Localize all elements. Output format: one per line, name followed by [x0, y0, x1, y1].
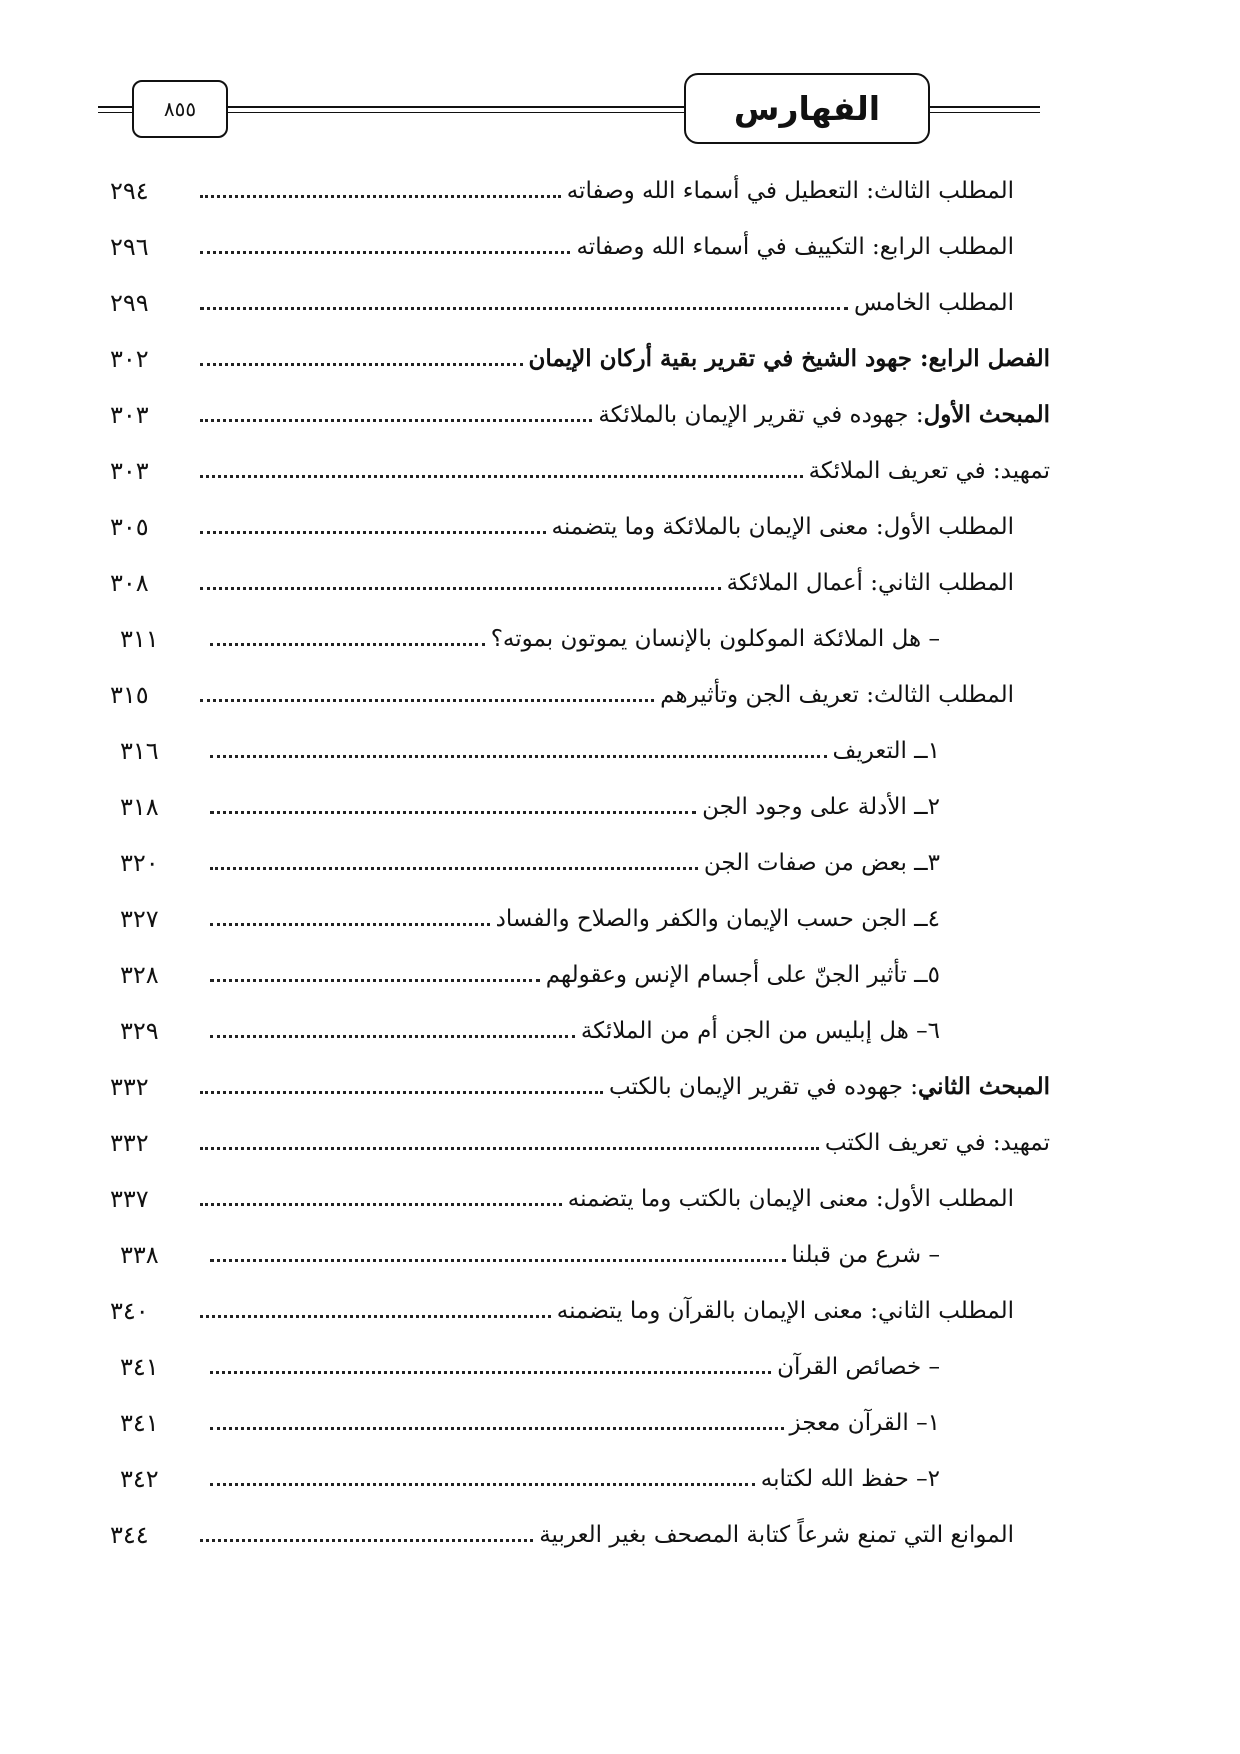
toc-entry-page: ٣٣٧: [110, 1185, 149, 1213]
toc-entry: [110, 440, 1050, 496]
toc-entry: [110, 552, 1050, 608]
dot-leader: [210, 1371, 771, 1374]
toc-entry-title: ١– القرآن معجز: [789, 1410, 940, 1436]
toc-entry: [110, 328, 1050, 384]
toc-entry-title: – شرع من قبلنا: [791, 1242, 940, 1268]
toc-entry: [110, 944, 1050, 1000]
dot-leader: [210, 811, 696, 814]
running-title: الفهارس: [684, 73, 930, 144]
toc-entry-title: ٤ــ الجن حسب الإيمان والكفر والصلاح والفساد: [495, 906, 940, 932]
table-of-contents: [110, 160, 1050, 1560]
dot-leader: [200, 1203, 562, 1206]
toc-entry-title: المطلب الثالث: تعريف الجن وتأثيرهم: [660, 682, 1014, 708]
toc-entry-title: ٢ــ الأدلة على وجود الجن: [702, 794, 940, 820]
dot-leader: [200, 1315, 551, 1318]
toc-entry-page: ٣٣٢: [110, 1129, 149, 1157]
toc-entry-page: ٣٤١: [120, 1409, 159, 1437]
toc-entry-title: [598, 400, 1050, 430]
dot-leader: [210, 1427, 784, 1430]
toc-entry-title: [529, 344, 1050, 374]
dot-leader: [210, 979, 540, 982]
toc-entry-title-bold: المبحث الثاني: [918, 1073, 1050, 1100]
dot-leader: [200, 419, 592, 422]
toc-entry: [110, 1392, 1050, 1448]
toc-entry-page: ٣٣٢: [110, 1073, 149, 1101]
header-rule: [98, 106, 132, 108]
toc-entry-page: ٣١٥: [110, 681, 149, 709]
toc-entry: [110, 664, 1050, 720]
dot-leader: [200, 307, 848, 310]
toc-entry: [110, 1336, 1050, 1392]
toc-entry-title: المطلب الأول: معنى الإيمان بالكتب وما يتضمنه: [567, 1186, 1014, 1212]
dot-leader: [210, 755, 827, 758]
toc-entry-title-bold: الفصل الرابع: [928, 345, 1050, 372]
header-rule: [228, 106, 684, 108]
toc-entry-title: الموانع التي تمنع شرعاً كتابة المصحف بغير العربية: [539, 1522, 1014, 1548]
toc-entry-title: تمهيد: في تعريف الملائكة: [808, 458, 1050, 484]
toc-entry-page: ٢٩٤: [110, 177, 149, 205]
toc-entry-title: المطلب الثاني: معنى الإيمان بالقرآن وما يتضمنه: [556, 1298, 1014, 1324]
dot-leader: [210, 1259, 786, 1262]
toc-entry: [110, 1448, 1050, 1504]
toc-entry-title-rest: : جهوده في تقرير الإيمان بالكتب: [608, 1074, 918, 1100]
dot-leader: [200, 699, 654, 702]
dot-leader: [200, 195, 561, 198]
dot-leader: [200, 531, 546, 534]
toc-entry: [110, 776, 1050, 832]
dot-leader: [200, 1539, 533, 1542]
toc-entry-page: ٢٩٦: [110, 233, 149, 261]
dot-leader: [200, 475, 803, 478]
toc-entry-title: – هل الملائكة الموكلون بالإنسان يموتون بموته؟: [490, 626, 940, 652]
dot-leader: [210, 867, 698, 870]
toc-entry-page: ٣١٦: [120, 737, 159, 765]
toc-entry-title: المطلب الأول: معنى الإيمان بالملائكة وما يتضمنه: [551, 514, 1014, 540]
dot-leader: [210, 923, 490, 926]
toc-entry: [110, 272, 1050, 328]
toc-entry: [110, 720, 1050, 776]
toc-entry-page: ٣٢٨: [120, 961, 159, 989]
toc-entry-title: ٣ــ بعض من صفات الجن: [703, 850, 940, 876]
toc-entry-title: [609, 1072, 1050, 1102]
toc-entry: [110, 1280, 1050, 1336]
toc-entry: [110, 1224, 1050, 1280]
toc-entry-page: ٣٠٣: [110, 457, 149, 485]
toc-entry: [110, 216, 1050, 272]
toc-entry-page: ٣٢٩: [120, 1017, 159, 1045]
dot-leader: [210, 643, 485, 646]
toc-entry-title: ٦– هل إبليس من الجن أم من الملائكة: [580, 1018, 940, 1044]
toc-entry: [110, 496, 1050, 552]
toc-entry-page: ٣٢٧: [120, 905, 159, 933]
toc-entry-title: – خصائص القرآن: [777, 1354, 940, 1380]
toc-entry-page: ٢٩٩: [110, 289, 149, 317]
toc-entry-page: ٣٤٤: [110, 1521, 149, 1549]
toc-entry-title: ٥ــ تأثير الجنّ على أجسام الإنس وعقولهم: [545, 962, 940, 988]
dot-leader: [210, 1035, 575, 1038]
toc-entry-title: المطلب الرابع: التكييف في أسماء الله وصفاته: [576, 234, 1014, 260]
toc-entry: [110, 160, 1050, 216]
page-header: [0, 0, 1240, 160]
toc-entry: [110, 1168, 1050, 1224]
toc-entry: [110, 888, 1050, 944]
toc-entry-page: ٣٠٥: [110, 513, 149, 541]
toc-entry-title: المطلب الثاني: أعمال الملائكة: [726, 570, 1014, 596]
toc-entry-title: ٢– حفظ الله لكتابه: [760, 1466, 940, 1492]
header-rule: [228, 112, 684, 113]
toc-entry-page: ٣٤٠: [110, 1297, 149, 1325]
toc-entry-title: ١ــ التعريف: [832, 738, 940, 764]
toc-entry: [110, 1056, 1050, 1112]
toc-entry: [110, 608, 1050, 664]
toc-entry-title-rest: : جهود الشيخ في تقرير بقية أركان الإيمان: [528, 345, 929, 372]
toc-entry-title: المطلب الثالث: التعطيل في أسماء الله وصفاته: [566, 178, 1014, 204]
toc-entry-page: ٣٠٢: [110, 345, 149, 373]
header-rule: [930, 112, 1040, 113]
toc-entry-page: ٣٠٨: [110, 569, 149, 597]
toc-entry-title: تمهيد: في تعريف الكتب: [824, 1130, 1050, 1156]
toc-entry: [110, 1000, 1050, 1056]
toc-entry: [110, 384, 1050, 440]
toc-entry-title-bold: المبحث الأول: [923, 401, 1050, 428]
toc-entry-title-rest: : جهوده في تقرير الإيمان بالملائكة: [598, 402, 924, 428]
toc-entry-title: المطلب الخامس: [854, 290, 1014, 316]
toc-entry-page: ٣٣٨: [120, 1241, 159, 1269]
page-number: ٨٥٥: [132, 80, 228, 138]
toc-entry: [110, 1504, 1050, 1560]
toc-entry: [110, 1112, 1050, 1168]
toc-entry: [110, 832, 1050, 888]
dot-leader: [210, 1483, 755, 1486]
dot-leader: [200, 363, 523, 366]
dot-leader: [200, 1147, 819, 1150]
toc-entry-page: ٣٠٣: [110, 401, 149, 429]
toc-entry-page: ٣٤٢: [120, 1465, 159, 1493]
dot-leader: [200, 251, 570, 254]
toc-entry-page: ٣٢٠: [120, 849, 159, 877]
toc-entry-page: ٣١١: [120, 625, 159, 653]
header-rule: [98, 112, 132, 113]
header-rule: [930, 106, 1040, 108]
toc-entry-page: ٣٤١: [120, 1353, 159, 1381]
toc-entry-page: ٣١٨: [120, 793, 159, 821]
dot-leader: [200, 1091, 603, 1094]
dot-leader: [200, 587, 721, 590]
